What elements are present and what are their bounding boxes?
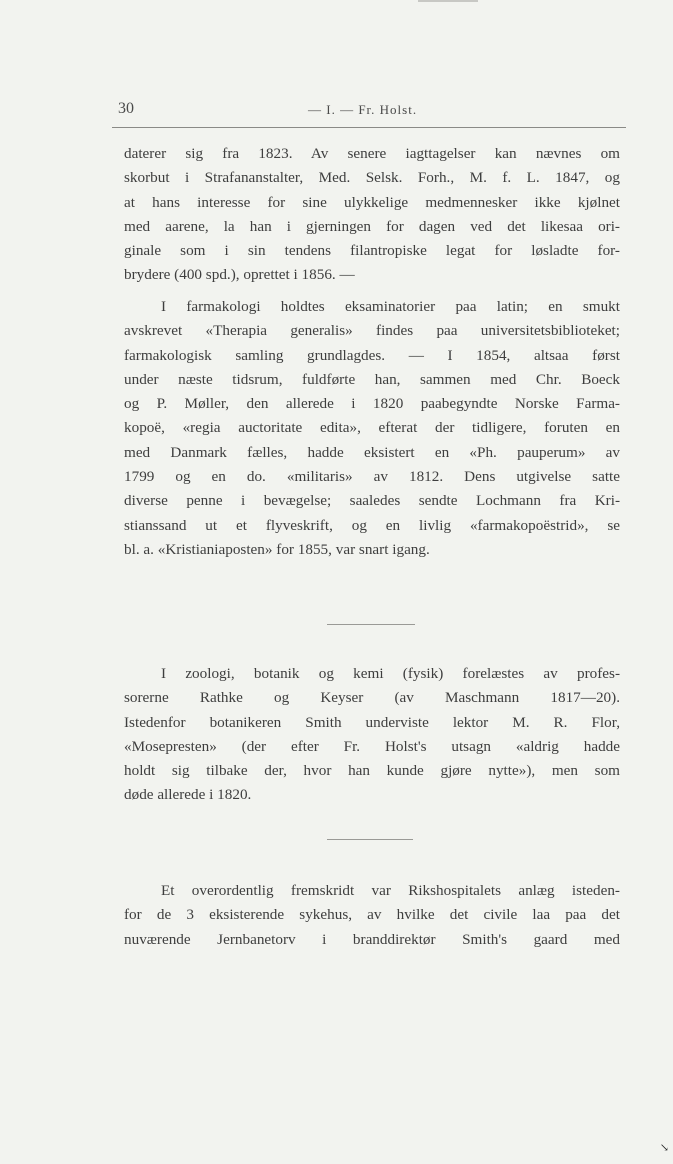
paragraph-1: [124, 142, 620, 288]
page-header: [118, 100, 623, 122]
text-line: og P. Møller, den allerede i 1820 paabegyndte Norske Farma-: [124, 395, 620, 413]
running-title: — I. — Fr. Holst.: [308, 102, 418, 117]
header-rule: [112, 127, 626, 128]
text-line: bl. a. «Kristianiaposten» for 1855, var snart igang.: [124, 540, 430, 558]
text-line: avskrevet «Therapia generalis» findes paa universitetsbiblioteket;: [124, 322, 620, 340]
text-line: Et overordentlig fremskridt var Rikshospitalets anlæg isteden-: [161, 882, 620, 899]
text-line: 1799 og en do. «militaris» av 1812. Dens utgivelse satte: [124, 468, 620, 486]
text-line: med Danmark fælles, hadde eksistert en «Ph. pauperum» av: [124, 443, 620, 461]
text-line: farmakologisk samling grundlagdes. — I 1854, altsaa først: [124, 346, 620, 364]
text-line: diverse penne i bevægelse; saaledes sendte Lochmann fra Kri-: [124, 492, 620, 510]
paragraph-2: [124, 295, 620, 562]
text-line: kopoë, «regia auctoritate edita», efterat der tidligere, foruten en: [124, 419, 620, 437]
text-line: I zoologi, botanik og kemi (fysik) forelæstes av profes-: [161, 665, 620, 682]
text-line: sorerne Rathke og Keyser (av Maschmann 1817—20).: [124, 689, 620, 707]
text-line: under næste tidsrum, fuldførte han, sammen med Chr. Boeck: [124, 370, 620, 388]
section-divider: [327, 624, 415, 625]
section-divider: [327, 839, 413, 840]
text-line: brydere (400 spd.), oprettet i 1856. —: [124, 266, 355, 284]
text-line: med aarene, la han i gjerningen for dagen ved det likesaa ori-: [124, 217, 620, 235]
text-line: «Mosepresten» (der efter Fr. Holst's utsagn «aldrig hadde: [124, 737, 620, 755]
text-line: nuværende Jernbanetorv i branddirektør Smith's gaard med: [124, 930, 620, 948]
corner-mark: ↘: [659, 1142, 669, 1154]
text-line: Istedenfor botanikeren Smith underviste lektor M. R. Flor,: [124, 713, 620, 731]
page-number: 30: [118, 100, 134, 117]
text-line: I farmakologi holdtes eksaminatorier paa latin; en smukt: [161, 298, 620, 315]
text-line: at hans interesse for sine ulykkelige medmennesker ikke kjølnet: [124, 193, 620, 211]
text-line: holdt sig tilbake der, hvor han kunde gjøre nytte»), men som: [124, 762, 620, 780]
text-line: ginale som i sin tendens filantropiske legat for løsladte for-: [124, 242, 620, 260]
text-line: skorbut i Strafananstalter, Med. Selsk. Forh., M. f. L. 1847, og: [124, 169, 620, 187]
text-line: døde allerede i 1820.: [124, 786, 252, 804]
top-edge-mark: [418, 0, 478, 2]
paragraph-4: [124, 879, 620, 952]
paragraph-3: [124, 662, 620, 808]
text-line: stianssand ut et flyveskrift, og en livlig «farmakopoëstrid», se: [124, 516, 620, 534]
text-line: daterer sig fra 1823. Av senere iagttagelser kan nævnes om: [124, 145, 620, 162]
text-line: for de 3 eksisterende sykehus, av hvilke det civile laa paa det: [124, 906, 620, 924]
